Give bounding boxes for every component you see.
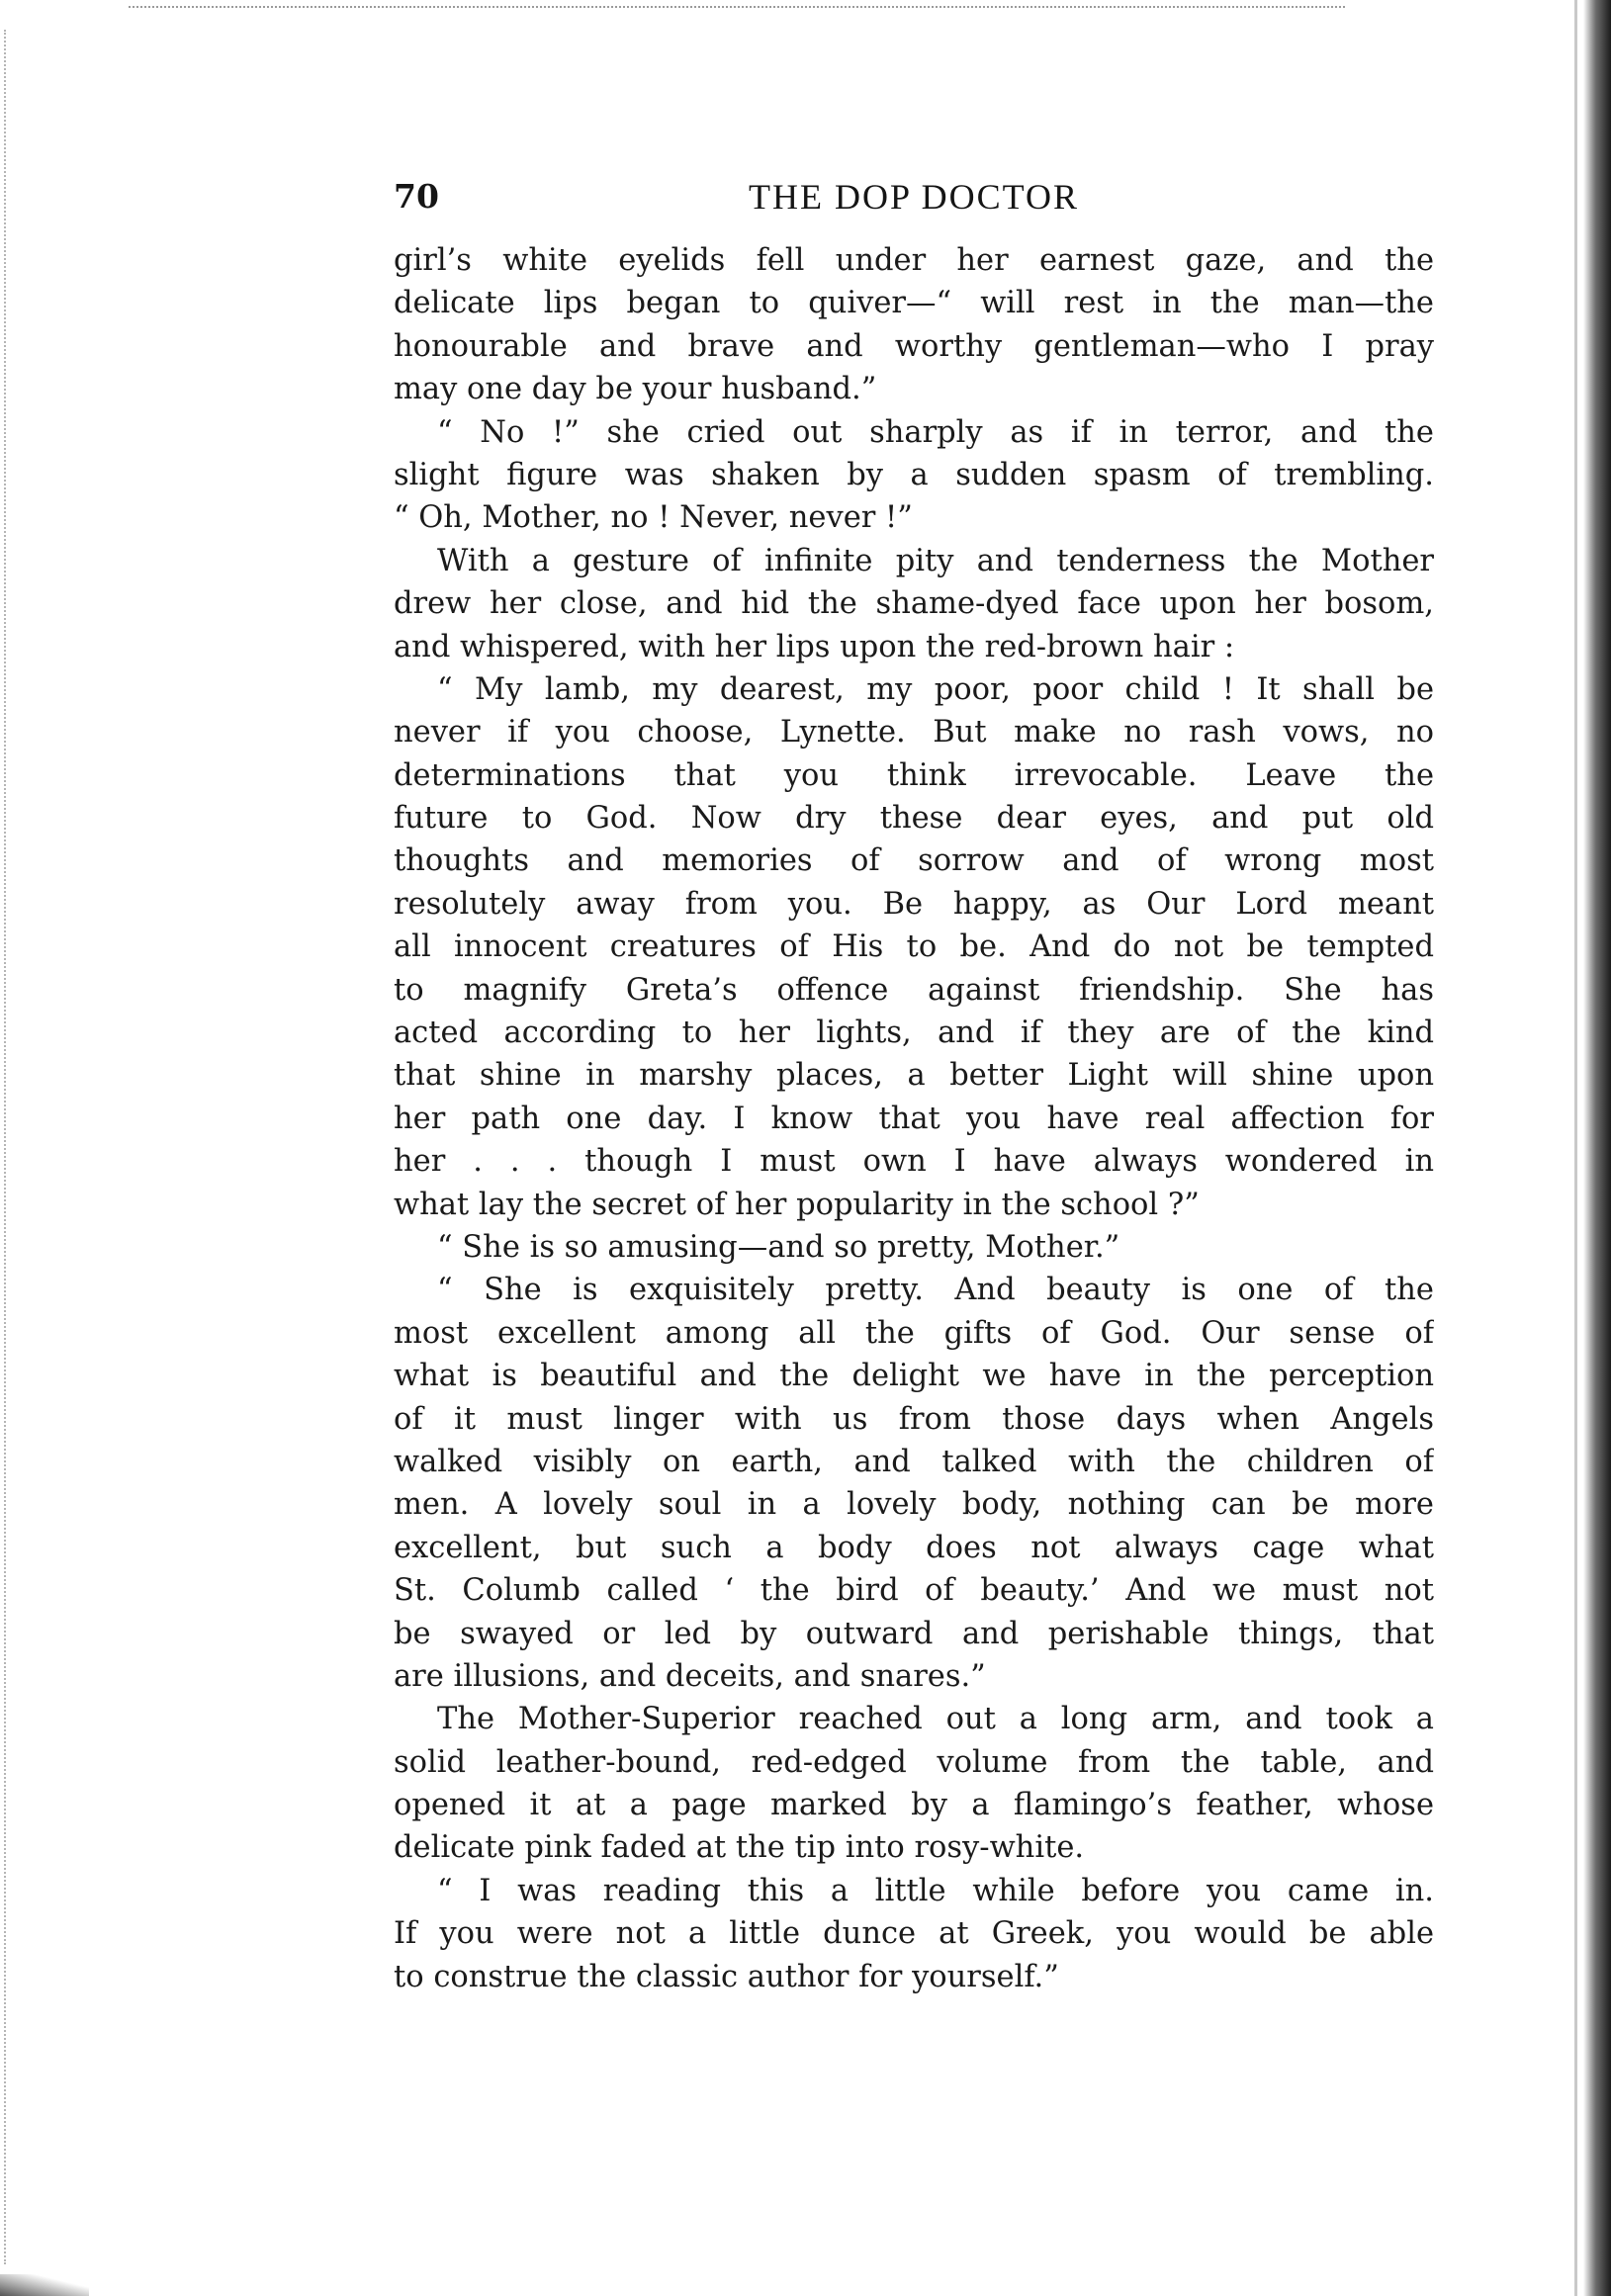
text-line: walked visibly on earth, and talked with the children of (394, 1444, 1434, 1479)
text-line: thoughts and memories of sorrow and of wrong most (394, 843, 1434, 879)
text-line: that shine in marshy places, a better Light will shine upon (394, 1058, 1434, 1094)
text-line: are illusions, and deceits, and snares.” (394, 1658, 986, 1694)
text-line: delicate pink faded at the tip into rosy-white. (394, 1830, 1085, 1866)
text-line: solid leather-bound, red-edged volume from the table, and (394, 1744, 1434, 1780)
text-line: of it must linger with us from those days when Angels (394, 1401, 1434, 1437)
running-title: THE DOP DOCTOR (748, 177, 1080, 217)
text-line: “ Oh, Mother, no ! Never, never !” (394, 500, 913, 536)
text-line: honourable and brave and worthy gentleman—who I pray (394, 328, 1434, 364)
running-head (394, 174, 1434, 220)
text-line: excellent, but such a body does not always cage what (394, 1530, 1434, 1565)
body-text (394, 239, 1434, 1998)
text-line: delicate lips began to quiver—“ will rest in the man—the (394, 286, 1434, 321)
text-line: never if you choose, Lynette. But make no rash vows, no (394, 715, 1434, 751)
scan-right-edge-shadow (1583, 0, 1611, 2296)
text-line: her . . . though I must own I have always wondered in (394, 1144, 1434, 1180)
text-line: to magnify Greta’s offence against friendship. She has (394, 972, 1434, 1008)
text-line: opened it at a page marked by a flamingo’s feather, whose (394, 1788, 1434, 1823)
text-line: “ I was reading this a little while before you came in. (437, 1873, 1434, 1908)
scan-gutter-line (1574, 0, 1577, 2296)
text-line: “ She is so amusing—and so pretty, Mother.” (437, 1229, 1120, 1265)
text-line: determinations that you think irrevocable. Leave the (394, 757, 1434, 793)
scan-left-edge (4, 30, 6, 2264)
text-line: “ My lamb, my dearest, my poor, poor child ! It shall be (437, 671, 1434, 707)
text-line: “ No !” she cried out sharply as if in terror, and the (437, 414, 1434, 450)
text-line: “ She is exquisitely pretty. And beauty is one of the (437, 1273, 1434, 1308)
scan-corner-shadow (0, 2274, 89, 2296)
text-line: may one day be your husband.” (394, 372, 877, 407)
text-line: If you were not a little dunce at Greek, you would be able (394, 1916, 1434, 1952)
text-line: most excellent among all the gifts of God. Our sense of (394, 1315, 1434, 1351)
text-line: what lay the secret of her popularity in the school ?” (394, 1187, 1200, 1222)
text-line: With a gesture of infinite pity and tenderness the Mother (437, 543, 1434, 578)
text-line: resolutely away from you. Be happy, as Our Lord meant (394, 886, 1434, 922)
text-line: what is beautiful and the delight we have in the perception (394, 1359, 1434, 1394)
text-line: her path one day. I know that you have real affection for (394, 1101, 1434, 1136)
text-line: girl’s white eyelids fell under her earnest gaze, and the (394, 243, 1434, 278)
scan-top-edge (129, 6, 1345, 8)
text-line: St. Columb called ‘ the bird of beauty.’ And we must not (394, 1573, 1434, 1609)
text-line: men. A lovely soul in a lovely body, nothing can be more (394, 1487, 1434, 1523)
text-line: slight figure was shaken by a sudden spasm of trembling. (394, 457, 1434, 492)
text-line: be swayed or led by outward and perishable things, that (394, 1616, 1434, 1651)
text-line: and whispered, with her lips upon the red-brown hair : (394, 629, 1235, 664)
text-line: acted according to her lights, and if they are of the kind (394, 1016, 1434, 1051)
text-line: all innocent creatures of His to be. And do not be tempted (394, 929, 1434, 965)
page-number: 70 (394, 177, 439, 216)
text-line: to construe the classic author for yourself.” (394, 1959, 1059, 1994)
text-line: drew her close, and hid the shame-dyed face upon her bosom, (394, 586, 1434, 622)
text-line: The Mother-Superior reached out a long arm, and took a (437, 1702, 1434, 1737)
text-line: future to God. Now dry these dear eyes, and put old (394, 801, 1434, 837)
